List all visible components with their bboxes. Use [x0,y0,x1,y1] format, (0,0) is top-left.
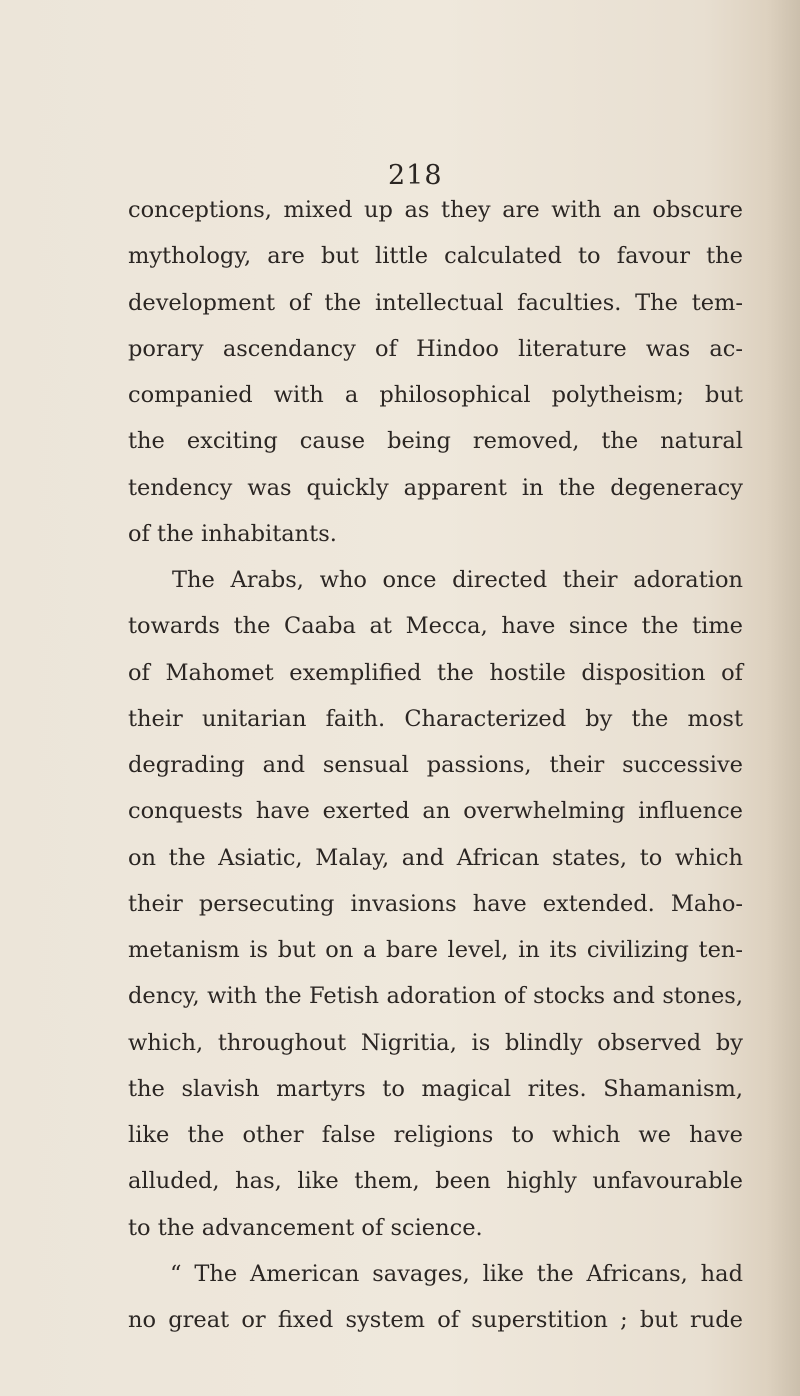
text-line: the slavish martyrs to magical rites. Shamanism, [128,1075,743,1102]
text-line: towards the Caaba at Mecca, have since the time [128,613,743,640]
text-line: their unitarian faith. Characterized by the most [128,705,743,732]
text-line: their persecuting invasions have extended. Maho- [128,890,743,917]
paragraph-end-line: of the inhabitants. [128,520,337,547]
text-line: no great or fixed system of superstition ; but rude [128,1307,743,1333]
text-line: on the Asiatic, Malay, and African states, to which [128,844,743,871]
text-line: degrading and sensual passions, their successive [128,752,743,778]
body-text [128,187,743,1343]
text-line: tendency was quickly apparent in the degeneracy [128,474,743,501]
text-line: porary ascendancy of Hindoo literature was ac- [128,335,743,362]
text-line: like the other false religions to which we have [128,1122,743,1148]
text-line: of Mahomet exemplified the hostile disposition of [128,659,743,686]
paragraph-start-line: “ The American savages, like the Africans, had [170,1260,743,1287]
text-line: which, throughout Nigritia, is blindly observed by [128,1029,743,1056]
text-line: alluded, has, like them, been highly unfavourable [128,1168,743,1195]
text-line: the exciting cause being removed, the natural [128,428,743,455]
paragraph-start-line: The Arabs, who once directed their adoration [172,567,743,593]
page-number: 218 [388,160,443,191]
text-line: conquests have exerted an overwhelming influence [128,798,743,825]
text-line: development of the intellectual faculties. The tem- [128,289,743,316]
text-line: mythology, are but little calculated to favour the [128,243,743,270]
text-line: dency, with the Fetish adoration of stocks and stones, [128,983,743,1010]
text-line: conceptions, mixed up as they are with an obscure [128,197,743,223]
text-line: metanism is but on a bare level, in its civilizing ten- [128,937,743,963]
paragraph-end-line: to the advancement of science. [128,1214,483,1241]
text-line: companied with a philosophical polytheism; but [128,382,743,408]
